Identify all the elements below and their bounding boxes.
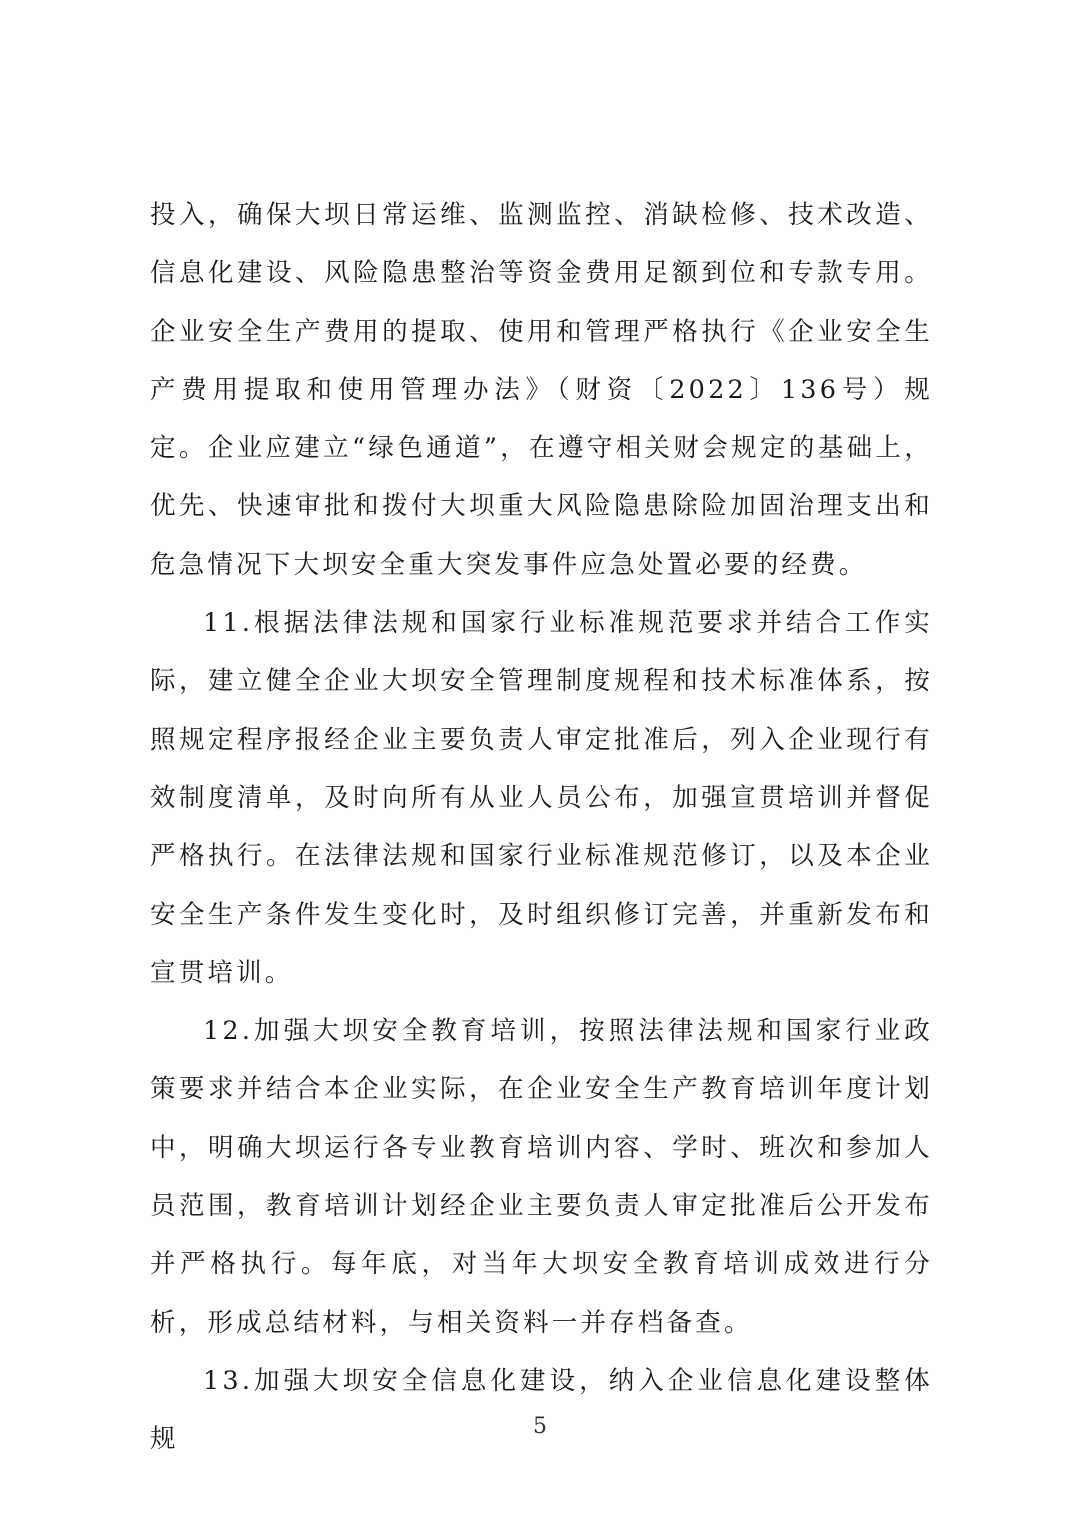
paragraph-continuation: 投入，确保大坝日常运维、监测监控、消缺检修、技术改造、信息化建设、风险隐患整治等资金费用足额到位和专款专用。企业安全生产费用的提取、使用和管理严格执行《企业安全生产费用提取和使用管理办法》（财资〔2022〕136号）规定。企业应建立“绿色通道”，在遵守相关财会规定的基础上，优先、快速审批和拨付大坝重大风险隐患除险加固治理支出和危急情况下大坝安全重大突发事件应急处置必要的经费。	[150, 200, 933, 580]
paragraph-item-13: 13.加强大坝安全信息化建设，纳入企业信息化建设整体规	[150, 1365, 933, 1455]
page-number: 5	[533, 1414, 547, 1439]
paragraph-item-12: 12.加强大坝安全教育培训，按照法律法规和国家行业政策要求并结合本企业实际，在企业安全生产教育培训年度计划中，明确大坝运行各专业教育培训内容、学时、班次和参加人员范围，教育培训计划经企业主要负责人审定批准后公开发布并严格执行。每年底，对当年大坝安全教育培训成效进行分析，形成总结材料，与相关资料一并存档备查。	[150, 1016, 933, 1338]
document-body	[150, 186, 933, 1469]
paragraph-item-11: 11.根据法律法规和国家行业标准规范要求并结合工作实际，建立健全企业大坝安全管理制度规程和技术标准体系，按照规定程序报经企业主要负责人审定批准后，列入企业现行有效制度清单，及时向所有从业人员公布，加强宣贯培训并督促严格执行。在法律法规和国家行业标准规范修订，以及本企业安全生产条件发生变化时，及时组织修订完善，并重新发布和宣贯培训。	[150, 608, 933, 988]
